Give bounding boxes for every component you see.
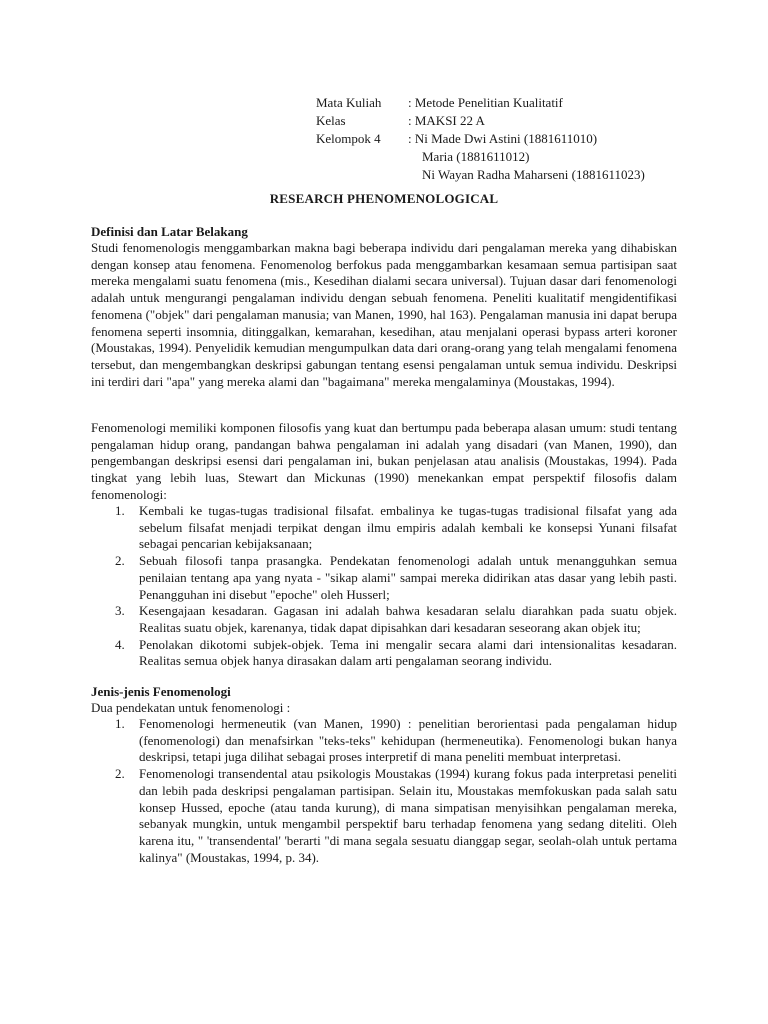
types-list xyxy=(91,716,677,866)
header-value: : Ni Made Dwi Astini (1881611010) xyxy=(408,131,598,146)
header-value: : MAKSI 22 A xyxy=(408,113,485,128)
document-title: RESEARCH PHENOMENOLOGICAL xyxy=(269,191,499,206)
list-item: 3. Kesengajaan kesadaran. Gagasan ini adalah bahwa kesadaran selalu diarahkan pada suatu objek. Realitas suatu objek, karenanya, tidak dapat dipisahkan dari kesadaran seseorang akan objek itu; xyxy=(115,603,677,635)
header-label xyxy=(316,148,408,166)
paragraph-definition: Studi fenomenologis menggambarkan makna bagi beberapa individu dari pengalaman mereka yang dihabiskan dengan konsep atau fenomena. Fenomenolog berfokus pada menggambarkan kesamaan semua partisipan saat mereka mengalami suatu fenomena (mis., Kesedihan dialami secara universal). Tujuan dasar dari fenomenologi adalah untuk mengurangi pengalaman individu dengan sebuah fenomena. Peneliti kualitatif mengidentifikasi fenomena ("objek" dari pengalaman manusia; van Manen, 1990, hal 163). Pengalaman manusia ini dapat berupa fenomena seperti insomnia, ditinggalkan, kemarahan, kesedihan, atau menjalani operasi bypass arteri koroner (Moustakas, 1994). Penyelidik kemudian mengumpulkan data dari orang-orang yang telah mengalami fenomena tersebut, dan mengembangkan deskripsi gabungan tentang esensi pengalaman untuk semua individu. Deskripsi ini terdiri dari "apa" yang mereka alami dan "bagaimana" mereka mengalaminya (Moustakas, 1994). xyxy=(91,240,677,389)
header-label: Kelas xyxy=(316,113,346,128)
perspectives-list xyxy=(91,503,677,670)
course-info-header xyxy=(316,94,645,184)
list-item: 1. Kembali ke tugas-tugas tradisional filsafat. embalinya ke tugas-tugas tradisional filsafat yang ada sebelum filsafat menjadi terpikat dengan ilmu empiris adalah kembali ke konsepsi Yunani filsafat sebagai pencarian kebijaksanaan; xyxy=(115,503,677,552)
section-heading-types: Jenis-jenis Fenomenologi xyxy=(91,684,231,699)
header-row-member xyxy=(316,148,645,166)
header-row-class xyxy=(316,112,645,130)
list-item: 2. Fenomenologi transendental atau psikologis Moustakas (1994) kurang fokus pada interpretasi peneliti dan lebih pada deskripsi pengalaman partisipan. Selain itu, Moustakas memfokuskan pada salah satu konsep Hussed, epoche (atau tanda kurung), di mana simpatisan menyisihkan pengalaman mereka, sebanyak mungkin, untuk mengambil perspektif baru terhadap fenomena yang sedang diteliti. Oleh karena itu, " 'transendental' 'berarti "di mana segala sesuatu dianggap segar, seolah-olah untuk pertama kalinya" (Moustakas, 1994, p. 34). xyxy=(115,766,677,865)
header-label xyxy=(316,166,408,184)
header-label: Kelompok 4 xyxy=(316,131,381,146)
header-value: Maria (1881611012) xyxy=(422,149,530,164)
list-item: 2. Sebuah filosofi tanpa prasangka. Pendekatan fenomenologi adalah untuk menangguhkan semua penilaian tentang apa yang nyata - "sikap alami" sampai mereka didirikan atas dasar yang lebih pasti. Penangguhan ini disebut "epoche" oleh Husserl; xyxy=(115,553,677,602)
header-label: Mata Kuliah xyxy=(316,95,382,110)
list-item: 4. Penolakan dikotomi subjek-objek. Tema ini mengalir secara alami dari intensionalitas kesadaran. Realitas semua objek hanya dirasakan dalam arti pengalaman seorang individu. xyxy=(115,636,677,669)
header-row-course xyxy=(316,94,645,112)
list-item: 1. Fenomenologi hermeneutik (van Manen, 1990) : penelitian berorientasi pada pengalaman hidup (fenomenologi) dan menafsirkan "teks-teks" kehidupan (hermeneutika). Fenomenologi bukan hanya deskripsi, tetapi juga dilihat sebagai proses interpretif di mana peneliti membuat interpretasi. xyxy=(115,716,677,765)
header-row-member xyxy=(316,166,645,184)
header-value: Ni Wayan Radha Maharseni (1881611023) xyxy=(422,167,645,182)
section-heading-definition: Definisi dan Latar Belakang xyxy=(91,224,248,239)
types-intro: Dua pendekatan untuk fenomenologi : xyxy=(91,700,291,715)
header-value: : Metode Penelitian Kualitatif xyxy=(408,95,563,110)
header-row-group xyxy=(316,130,645,148)
paragraph-philosophy: Fenomenologi memiliki komponen filosofis yang kuat dan bertumpu pada beberapa alasan umum: studi tentang pengalaman hidup orang, pandangan bahwa pengalaman ini adalah yang disadari (van Manen, 1990), dan pengembangan deskripsi esensi dari pengalaman ini, bukan penjelasan atau analisis (Moustakas, 1994). Pada tingkat yang lebih luas, Stewart dan Mickunas (1990) menekankan empat perspektif filosofis dalam fenomenologi: xyxy=(91,420,677,502)
